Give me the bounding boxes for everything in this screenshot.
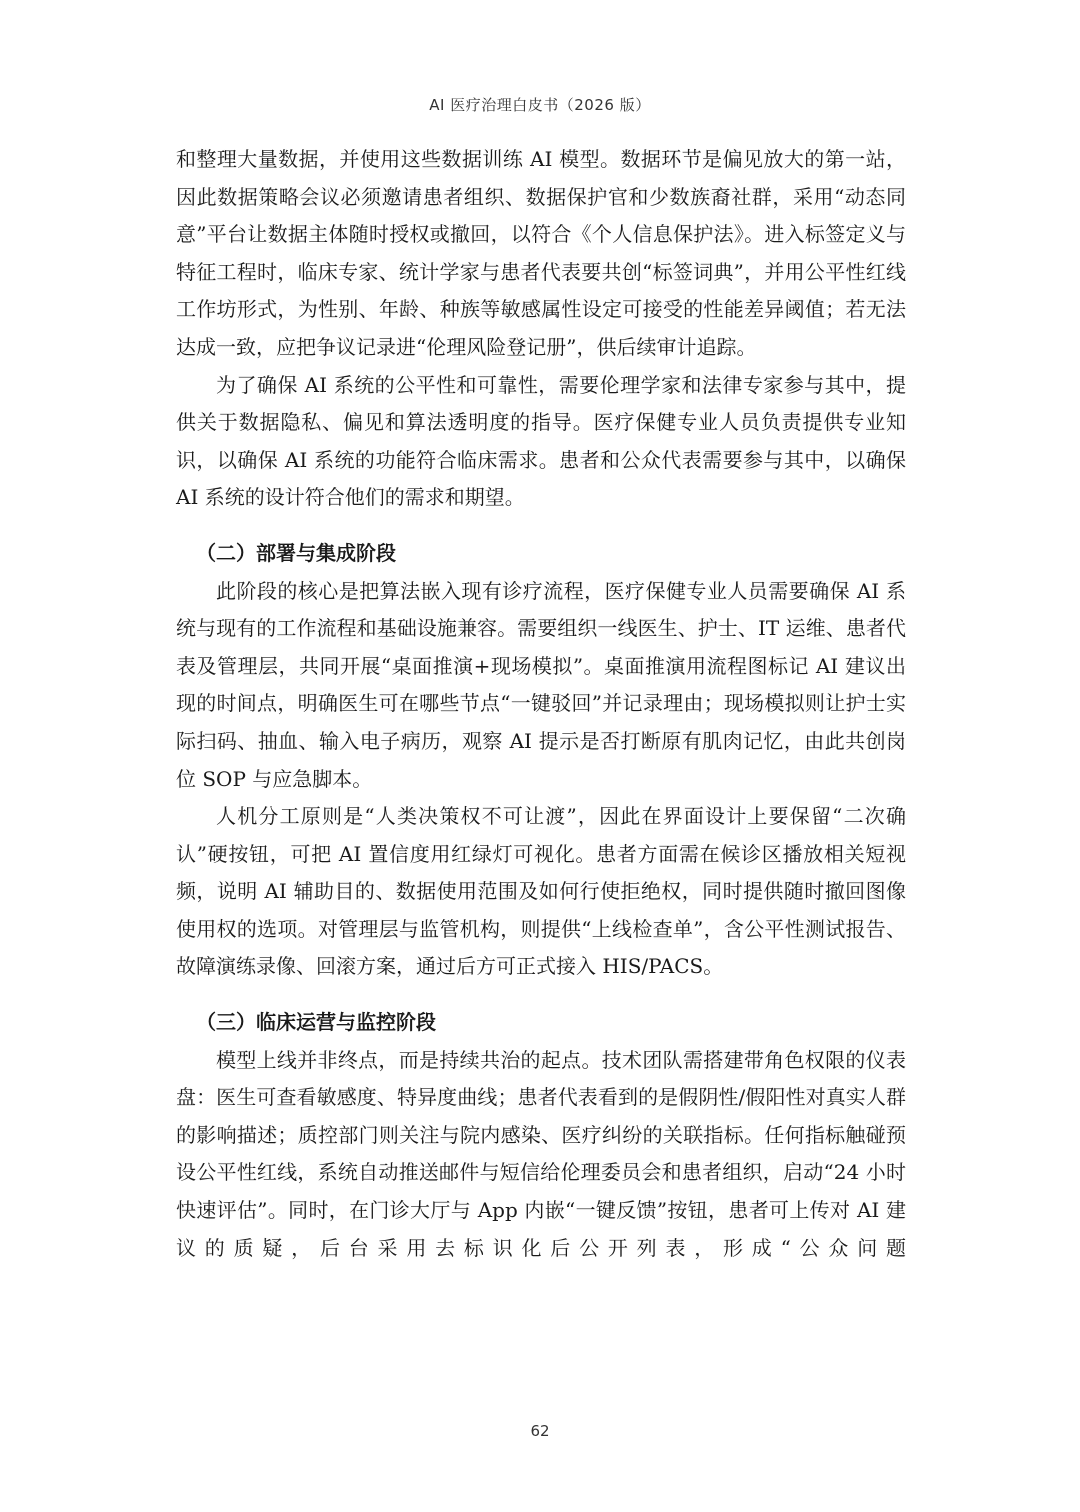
page-body — [176, 141, 906, 1267]
section-gap — [176, 517, 906, 535]
section-heading-deployment: （二）部署与集成阶段 — [196, 540, 396, 565]
page-number: 62 — [530, 1422, 550, 1440]
section-gap — [176, 986, 906, 1004]
paragraph-deployment-core: 此阶段的核心是把算法嵌入现有诊疗流程，医疗保健专业人员需要确保 AI 系统与现有的工作流程和基础设施兼容。需要组织一线医生、护士、IT 运维、患者代表及管理层，共同开展“桌面推演+现场模拟”。桌面推演用流程图标记 AI 建议出现的时间点，明确医生可在哪些节点“一键驳回”并记录理由；现场模拟则让护士实际扫码、抽血、输入电子病历，观察 AI 提示是否打断原有肌肉记忆，由此共创岗位 SOP 与应急脚本。 — [176, 578, 906, 791]
section-heading-operations: （三）临床运营与监控阶段 — [196, 1010, 436, 1035]
paragraph-data-strategy: 和整理大量数据，并使用这些数据训练 AI 模型。数据环节是偏见放大的第一站，因此数据策略会议必须邀请患者组织、数据保护官和少数族裔社群，采用“动态同意”平台让数据主体随时授权或撤回，以符合《个人信息保护法》。进入标签定义与特征工程时，临床专家、统计学家与患者代表要共创“标签词典”，并用公平性红线工作坊形式，为性别、年龄、种族等敏感属性设定可接受的性能差异阈值；若无法达成一致，应把争议记录进“伦理风险登记册”，供后续审计追踪。 — [176, 147, 906, 359]
paragraph-ethics-experts: 为了确保 AI 系统的公平性和可靠性，需要伦理学家和法律专家参与其中，提供关于数据隐私、偏见和算法透明度的指导。医疗保健专业人员负责提供专业知识，以确保 AI 系统的功能符合临床需求。患者和公众代表需要参与其中，以确保 AI 系统的设计符合他们的需求和期望。 — [176, 372, 906, 510]
paragraph-operations-monitoring: 模型上线并非终点，而是持续共治的起点。技术团队需搭建带角色权限的仪表盘：医生可查看敏感度、特异度曲线；患者代表看到的是假阴性/假阳性对真实人群的影响描述；质控部门则关注与院内感染、医疗纠纷的关联指标。任何指标触碰预设公平性红线，系统自动推送邮件与短信给伦理委员会和患者组织，启动“24 小时快速评估”。同时，在门诊大厅与 App 内嵌“一键反馈”按钮，患者可上传对 AI 建议的质疑，后台采用去标识化后公开列表，形成“公众问题 — [176, 1047, 906, 1260]
running-header: AI 医疗治理白皮书（2026 版） — [429, 96, 651, 114]
paragraph-human-machine: 人机分工原则是“人类决策权不可让渡”，因此在界面设计上要保留“二次确认”硬按钮，可把 AI 置信度用红绿灯可视化。患者方面需在候诊区播放相关短视频，说明 AI 辅助目的、数据使用范围及如何行使拒绝权，同时提供随时撤回图像使用权的选项。对管理层与监管机构，则提供“上线检查单”，含公平性测试报告、故障演练录像、回滚方案，通过后方可正式接入 HIS/PACS。 — [176, 804, 906, 979]
